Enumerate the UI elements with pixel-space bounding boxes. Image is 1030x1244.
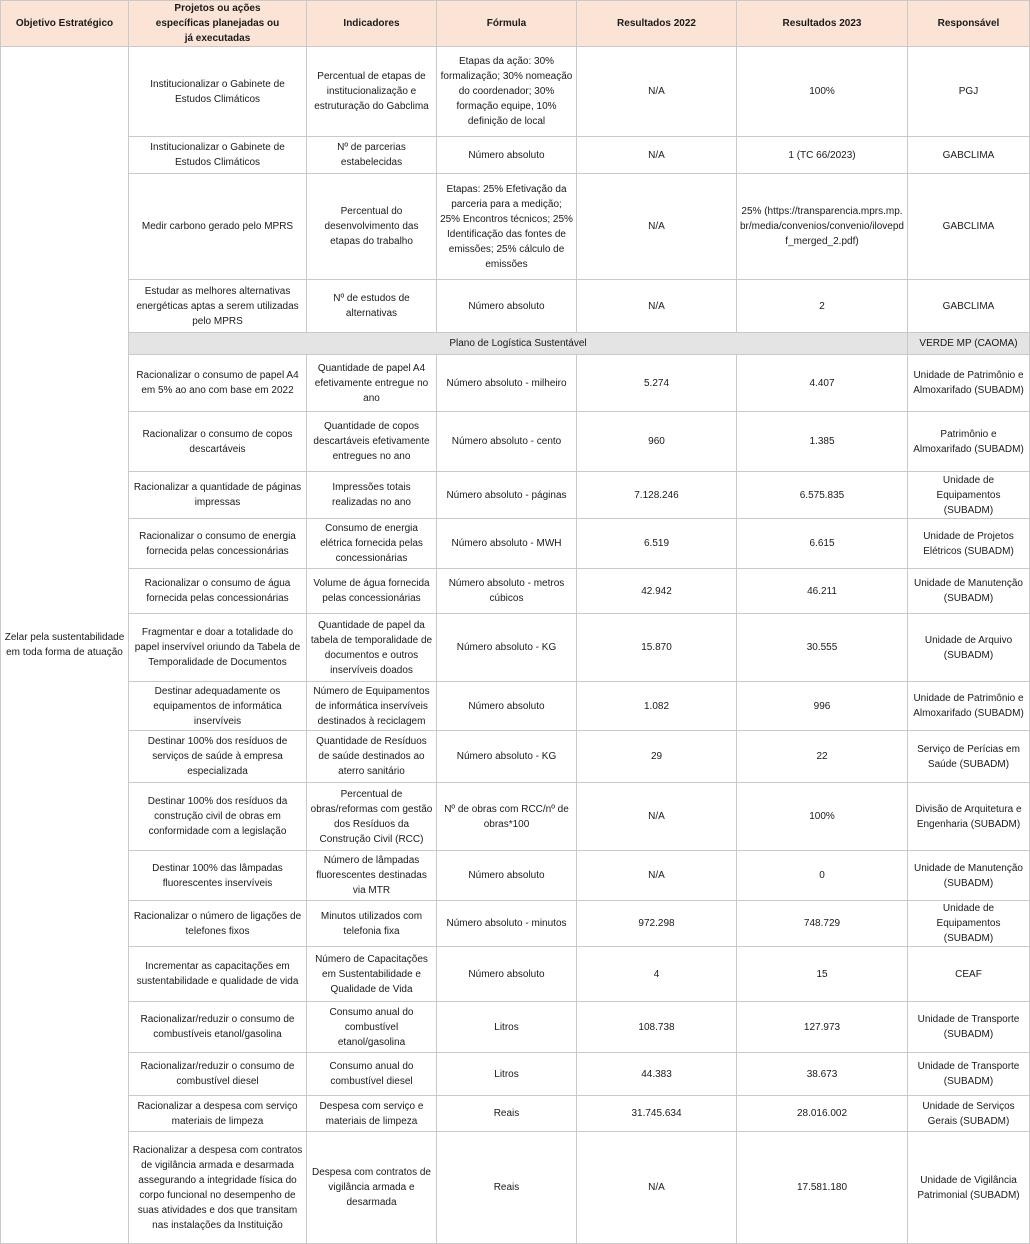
acao-cell: Destinar 100% dos resíduos de serviços de saúde à empresa especializada <box>129 731 307 783</box>
acao-cell: Racionalizar o número de ligações de telefones fixos <box>129 901 307 947</box>
resultado-2022-cell: 15.870 <box>577 614 737 682</box>
table-row <box>1 851 1030 901</box>
resultado-2022-cell: 31.745.634 <box>577 1096 737 1132</box>
indicador-cell: Consumo de energia elétrica fornecida pelas concessionárias <box>307 519 437 569</box>
indicador-cell: Consumo anual do combustível diesel <box>307 1053 437 1096</box>
formula-cell: Número absoluto - metros cúbicos <box>437 569 577 614</box>
formula-cell: Reais <box>437 1096 577 1132</box>
indicador-cell: Quantidade de copos descartáveis efetivamente entregues no ano <box>307 412 437 472</box>
table-row <box>1 1053 1030 1096</box>
responsavel-cell: Unidade de Equipamentos (SUBADM) <box>908 901 1030 947</box>
responsavel-cell: Serviço de Perícias em Saúde (SUBADM) <box>908 731 1030 783</box>
formula-cell: Etapas: 25% Efetivação da parceria para a medição; 25% Encontros técnicos; 25% Identificação das fontes de emissões; 25% cálculo de emissões <box>437 174 577 280</box>
acao-cell: Institucionalizar o Gabinete de Estudos Climáticos <box>129 137 307 174</box>
resultado-2022-cell: N/A <box>577 137 737 174</box>
table-row <box>1 569 1030 614</box>
header-responsavel: Responsável <box>908 1 1030 47</box>
indicador-cell: Percentual de obras/reformas com gestão dos Resíduos da Construção Civil (RCC) <box>307 783 437 851</box>
acao-cell: Incrementar as capacitações em sustentabilidade e qualidade de vida <box>129 947 307 1002</box>
header-objetivo: Objetivo Estratégico <box>1 1 129 47</box>
indicador-cell: Percentual de etapas de institucionalização e estruturação do Gabclima <box>307 47 437 137</box>
acao-cell: Racionalizar/reduzir o consumo de combustíveis etanol/gasolina <box>129 1002 307 1053</box>
table-row <box>1 47 1030 137</box>
indicador-cell: Consumo anual do combustível etanol/gasolina <box>307 1002 437 1053</box>
resultado-2023-cell: 46.211 <box>737 569 908 614</box>
formula-cell: Número absoluto - KG <box>437 614 577 682</box>
resultado-2023-cell: 4.407 <box>737 355 908 412</box>
acao-cell: Medir carbono gerado pelo MPRS <box>129 174 307 280</box>
objetivo-estrategico-cell: Zelar pela sustentabilidade em toda forma de atuação <box>1 47 129 1244</box>
responsavel-cell: Unidade de Equipamentos (SUBADM) <box>908 472 1030 519</box>
resultado-2023-cell: 748.729 <box>737 901 908 947</box>
indicador-cell: Nº de parcerias estabelecidas <box>307 137 437 174</box>
formula-cell: Reais <box>437 1132 577 1244</box>
table-row <box>1 682 1030 731</box>
responsavel-cell: GABCLIMA <box>908 137 1030 174</box>
resultado-2022-cell: 7.128.246 <box>577 472 737 519</box>
formula-cell: Número absoluto - páginas <box>437 472 577 519</box>
table-row <box>1 901 1030 947</box>
resultado-2022-cell: 44.383 <box>577 1053 737 1096</box>
responsavel-cell: Unidade de Vigilância Patrimonial (SUBADM) <box>908 1132 1030 1244</box>
resultado-2022-cell: 42.942 <box>577 569 737 614</box>
resultado-2023-cell: 996 <box>737 682 908 731</box>
resultado-2022-cell: 29 <box>577 731 737 783</box>
table-row <box>1 731 1030 783</box>
acao-cell: Destinar 100% dos resíduos da construção civil de obras em conformidade com a legislação <box>129 783 307 851</box>
plano-logistica-title: Plano de Logística Sustentável <box>129 333 908 355</box>
table-row <box>1 1002 1030 1053</box>
resultado-2023-cell: 22 <box>737 731 908 783</box>
acao-cell: Racionalizar o consumo de copos descartáveis <box>129 412 307 472</box>
formula-cell: Nº de obras com RCC/nº de obras*100 <box>437 783 577 851</box>
acao-cell: Racionalizar a despesa com contratos de vigilância armada e desarmada assegurando a integridade física do corpo funcional no desempenho de suas atividades e dos que transitam nas instalações da Instituição <box>129 1132 307 1244</box>
responsavel-cell: Unidade de Manutenção (SUBADM) <box>908 569 1030 614</box>
formula-cell: Número absoluto - KG <box>437 731 577 783</box>
acao-cell: Racionalizar o consumo de papel A4 em 5% ao ano com base em 2022 <box>129 355 307 412</box>
resultado-2023-cell: 30.555 <box>737 614 908 682</box>
resultado-2023-cell: 2 <box>737 280 908 333</box>
resultado-2022-cell: N/A <box>577 783 737 851</box>
formula-cell: Litros <box>437 1053 577 1096</box>
resultado-2022-cell: 5.274 <box>577 355 737 412</box>
formula-cell: Número absoluto <box>437 682 577 731</box>
acao-cell: Institucionalizar o Gabinete de Estudos Climáticos <box>129 47 307 137</box>
table-row <box>1 519 1030 569</box>
header-resultados-2023: Resultados 2023 <box>737 1 908 47</box>
indicador-cell: Quantidade de papel A4 efetivamente entregue no ano <box>307 355 437 412</box>
formula-cell: Número absoluto - cento <box>437 412 577 472</box>
acao-cell: Racionalizar o consumo de água fornecida pelas concessionárias <box>129 569 307 614</box>
responsavel-cell: Unidade de Manutenção (SUBADM) <box>908 851 1030 901</box>
table-row <box>1 137 1030 174</box>
formula-cell: Número absoluto <box>437 280 577 333</box>
resultado-2023-cell: 15 <box>737 947 908 1002</box>
resultado-2022-cell: N/A <box>577 280 737 333</box>
resultado-2023-cell: 28.016.002 <box>737 1096 908 1132</box>
resultado-2023-cell: 17.581.180 <box>737 1132 908 1244</box>
resultado-2022-cell: 972.298 <box>577 901 737 947</box>
resultado-2022-cell: N/A <box>577 174 737 280</box>
indicador-cell: Quantidade de Resíduos de saúde destinados ao aterro sanitário <box>307 731 437 783</box>
resultado-2022-cell: 108.738 <box>577 1002 737 1053</box>
resultado-2022-cell: N/A <box>577 1132 737 1244</box>
resultado-2023-cell: 6.575.835 <box>737 472 908 519</box>
plano-logistica-responsavel: VERDE MP (CAOMA) <box>908 333 1030 355</box>
indicador-cell: Percentual do desenvolvimento das etapas do trabalho <box>307 174 437 280</box>
resultado-2023-cell: 127.973 <box>737 1002 908 1053</box>
resultado-2022-cell: N/A <box>577 47 737 137</box>
resultado-2023-cell: 100% <box>737 47 908 137</box>
acao-cell: Racionalizar o consumo de energia fornecida pelas concessionárias <box>129 519 307 569</box>
resultado-2023-cell: 1 (TC 66/2023) <box>737 137 908 174</box>
table-row <box>1 280 1030 333</box>
formula-cell: Número absoluto - minutos <box>437 901 577 947</box>
table-row <box>1 472 1030 519</box>
formula-cell: Número absoluto <box>437 947 577 1002</box>
formula-cell: Número absoluto - milheiro <box>437 355 577 412</box>
plano-logistica-row <box>1 333 1030 355</box>
responsavel-cell: Unidade de Arquivo (SUBADM) <box>908 614 1030 682</box>
responsavel-cell: Unidade de Transporte (SUBADM) <box>908 1053 1030 1096</box>
indicador-cell: Quantidade de papel da tabela de temporalidade de documentos e outros inservíveis doados <box>307 614 437 682</box>
indicador-cell: Nº de estudos de alternativas <box>307 280 437 333</box>
responsavel-cell: Patrimônio e Almoxarifado (SUBADM) <box>908 412 1030 472</box>
resultado-2023-cell: 25% (https://transparencia.mprs.mp.br/media/convenios/convenio/ilovepdf_merged_2.pdf) <box>737 174 908 280</box>
indicador-cell: Número de lâmpadas fluorescentes destinadas via MTR <box>307 851 437 901</box>
resultado-2023-cell: 100% <box>737 783 908 851</box>
indicador-cell: Minutos utilizados com telefonia fixa <box>307 901 437 947</box>
acao-cell: Estudar as melhores alternativas energéticas aptas a serem utilizadas pelo MPRS <box>129 280 307 333</box>
table-row <box>1 355 1030 412</box>
indicador-cell: Despesa com contratos de vigilância armada e desarmada <box>307 1132 437 1244</box>
resultado-2023-cell: 0 <box>737 851 908 901</box>
formula-cell: Número absoluto <box>437 851 577 901</box>
responsavel-cell: Unidade de Patrimônio e Almoxarifado (SUBADM) <box>908 355 1030 412</box>
indicador-cell: Volume de água fornecida pelas concessionárias <box>307 569 437 614</box>
acao-cell: Racionalizar a quantidade de páginas impressas <box>129 472 307 519</box>
resultado-2023-cell: 1.385 <box>737 412 908 472</box>
responsavel-cell: Divisão de Arquitetura e Engenharia (SUBADM) <box>908 783 1030 851</box>
responsavel-cell: Unidade de Serviços Gerais (SUBADM) <box>908 1096 1030 1132</box>
table-row <box>1 412 1030 472</box>
responsavel-cell: Unidade de Transporte (SUBADM) <box>908 1002 1030 1053</box>
table-row <box>1 1132 1030 1244</box>
responsavel-cell: PGJ <box>908 47 1030 137</box>
responsavel-cell: Unidade de Projetos Elétricos (SUBADM) <box>908 519 1030 569</box>
formula-cell: Número absoluto - MWH <box>437 519 577 569</box>
header-resultados-2022: Resultados 2022 <box>577 1 737 47</box>
acao-cell: Racionalizar a despesa com serviço materiais de limpeza <box>129 1096 307 1132</box>
acao-cell: Destinar adequadamente os equipamentos de informática inservíveis <box>129 682 307 731</box>
responsavel-cell: GABCLIMA <box>908 280 1030 333</box>
table-row <box>1 947 1030 1002</box>
responsavel-cell: Unidade de Patrimônio e Almoxarifado (SUBADM) <box>908 682 1030 731</box>
formula-cell: Etapas da ação: 30% formalização; 30% nomeação do coordenador; 30% formação equipe, 10% definição de local <box>437 47 577 137</box>
table-row <box>1 783 1030 851</box>
formula-cell: Litros <box>437 1002 577 1053</box>
resultado-2022-cell: N/A <box>577 851 737 901</box>
acao-cell: Fragmentar e doar a totalidade do papel inservível oriundo da Tabela de Temporalidade de Documentos <box>129 614 307 682</box>
table-row <box>1 1096 1030 1132</box>
responsavel-cell: CEAF <box>908 947 1030 1002</box>
table-row <box>1 614 1030 682</box>
indicador-cell: Impressões totais realizadas no ano <box>307 472 437 519</box>
resultado-2023-cell: 38.673 <box>737 1053 908 1096</box>
resultado-2022-cell: 1.082 <box>577 682 737 731</box>
acao-cell: Racionalizar/reduzir o consumo de combustível diesel <box>129 1053 307 1096</box>
table-row <box>1 174 1030 280</box>
resultado-2022-cell: 4 <box>577 947 737 1002</box>
formula-cell: Número absoluto <box>437 137 577 174</box>
resultado-2022-cell: 6.519 <box>577 519 737 569</box>
header-indicadores: Indicadores <box>307 1 437 47</box>
resultado-2023-cell: 6.615 <box>737 519 908 569</box>
resultado-2022-cell: 960 <box>577 412 737 472</box>
indicador-cell: Número de Capacitações em Sustentabilidade e Qualidade de Vida <box>307 947 437 1002</box>
acao-cell: Destinar 100% das lâmpadas fluorescentes inservíveis <box>129 851 307 901</box>
header-projetos: Projetos ou ações específicas planejadas ou já executadas <box>129 1 307 47</box>
header-formula: Fórmula <box>437 1 577 47</box>
indicador-cell: Número de Equipamentos de informática inservíveis destinados à reciclagem <box>307 682 437 731</box>
indicador-cell: Despesa com serviço e materiais de limpeza <box>307 1096 437 1132</box>
responsavel-cell: GABCLIMA <box>908 174 1030 280</box>
header-row <box>1 1 1030 47</box>
